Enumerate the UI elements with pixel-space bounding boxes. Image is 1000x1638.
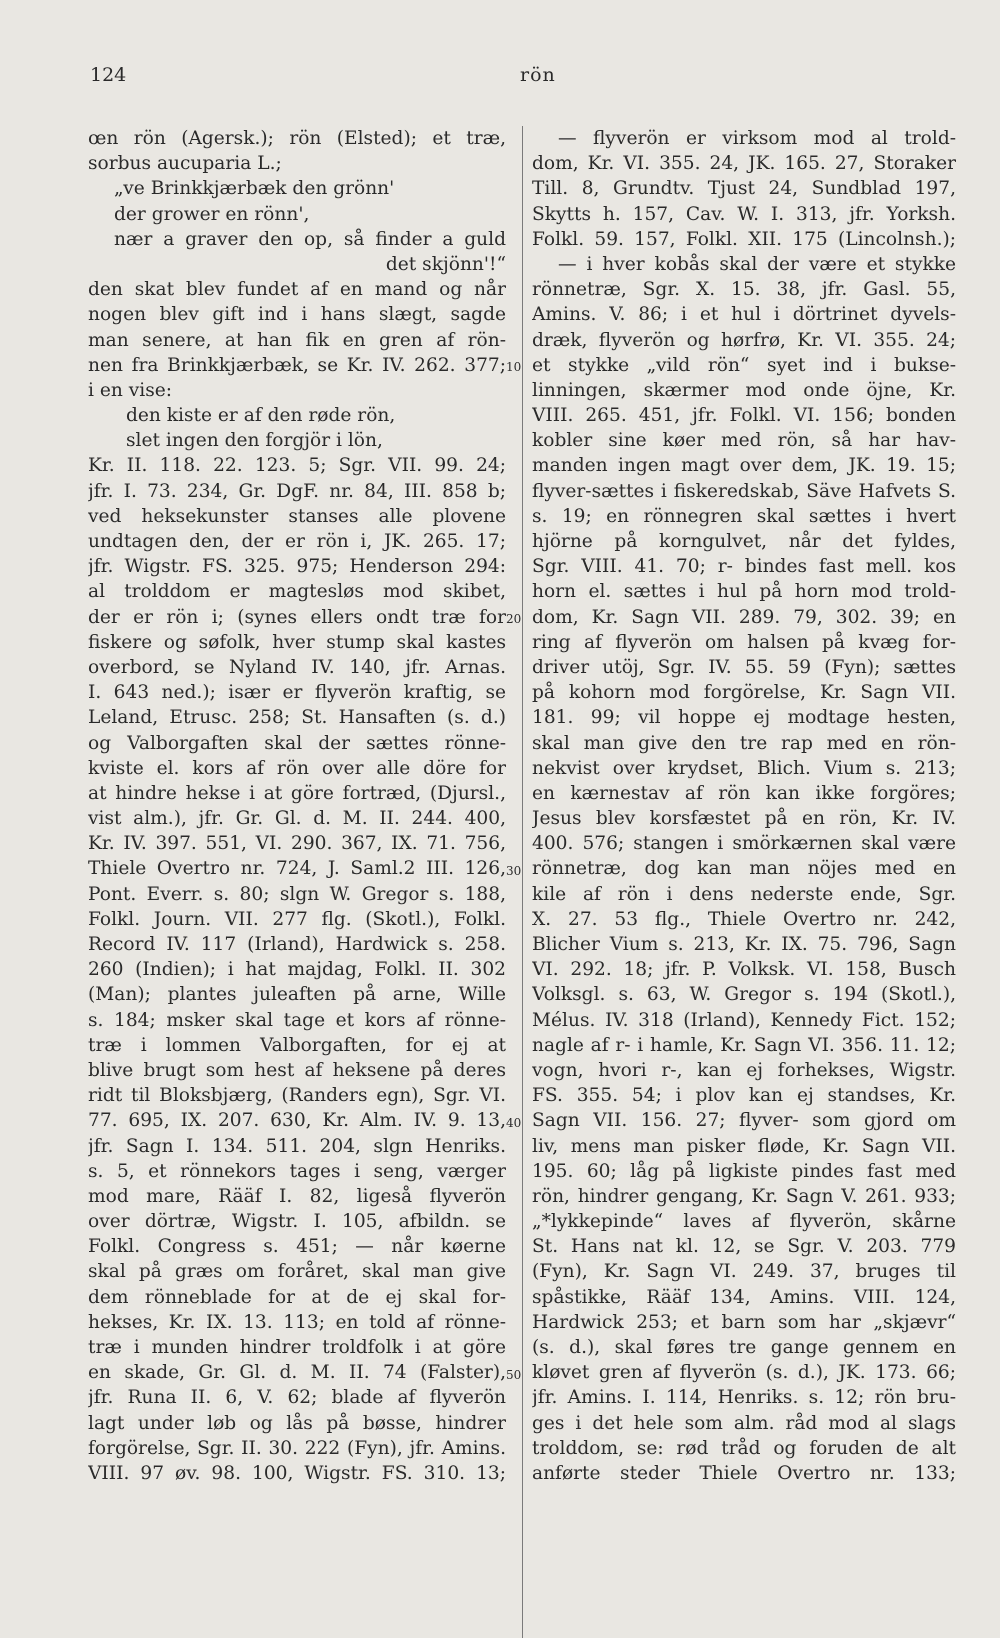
right-text-line: på kohorn mod forgörelse, Kr. Sagn VII.: [532, 682, 956, 704]
page-number: 124: [90, 64, 127, 86]
right-text-line: liv, mens man pisker fløde, Kr. Sagn VII.: [532, 1135, 956, 1157]
left-text-line: hekses, Kr. IX. 13. 113; en told af rönne-: [88, 1311, 506, 1333]
right-text-line: VI. 292. 18; jfr. P. Volksk. VI. 158, Busch: [532, 959, 956, 981]
right-text-line: s. 19; en rönnegren skal sættes i hvert: [532, 505, 956, 527]
right-text-line: trolddom, se: rød tråd og foruden de alt: [532, 1437, 956, 1459]
left-text-line: Pont. Everr. s. 80; slgn W. Gregor s. 188,: [88, 883, 506, 905]
right-text-line: 195. 60; låg på ligkiste pindes fast med: [532, 1160, 956, 1182]
left-text-line: overbord, se Nyland IV. 140, jfr. Arnas.: [88, 656, 506, 678]
right-text-line: — i hver kobås skal der være et stykke: [558, 253, 956, 275]
left-text-line: en skade, Gr. Gl. d. M. II. 74 (Falster),: [88, 1362, 506, 1384]
left-text-line: lagt under løb og lås på bøsse, hindrer: [88, 1412, 506, 1434]
right-text-line: Skytts h. 157, Cav. W. I. 313, jfr. Yorksh.: [532, 203, 956, 225]
right-text-line: vogn, hvori r-, kan ej forhekses, Wigstr.: [532, 1059, 956, 1081]
line-number: 30: [506, 863, 522, 878]
right-text-line: VIII. 265. 451, jfr. Folkl. VI. 156; bonden: [532, 405, 956, 427]
line-number: 20: [506, 611, 522, 626]
right-column: [532, 126, 956, 1486]
right-text-line: 400. 576; stangen i smörkærnen skal være: [532, 833, 956, 855]
left-text-line: sorbus aucuparia L.;: [88, 153, 282, 175]
right-text-line: manden ingen magt over dem, JK. 19. 15;: [532, 455, 956, 477]
right-text-line: driver utöj, Sgr. IV. 55. 59 (Fyn); sættes: [532, 656, 956, 678]
right-text-line: (Fyn), Kr. Sagn VI. 249. 37, bruges til: [532, 1261, 956, 1283]
left-text-line: œn rön (Agersk.); rön (Elsted); et træ,: [88, 128, 506, 149]
left-text-line: s. 5, et rönnekors tages i seng, værger: [88, 1160, 506, 1182]
right-text-line: Jesus blev korsfæstet på en rön, Kr. IV.: [532, 808, 956, 830]
right-text-line: linningen, skærmer mod onde öjne, Kr.: [532, 379, 956, 401]
left-text-line: jfr. Wigstr. FS. 325. 975; Henderson 294:: [88, 556, 506, 578]
line-number: 40: [506, 1115, 522, 1130]
left-text-line: træ i munden hindrer troldfolk i at göre: [88, 1337, 506, 1358]
right-text-line: flyver-sættes i fiskeredskab, Säve Hafvets S.: [532, 480, 956, 502]
left-text-line: Record IV. 117 (Irland), Hardwick s. 258.: [88, 934, 506, 955]
right-text-line: kløvet gren af flyverön (s. d.), JK. 173. 66;: [532, 1362, 956, 1384]
left-text-line: undtagen den, der er rön i, JK. 265. 17;: [88, 531, 506, 552]
left-text-line: den skat blev fundet af en mand og når: [88, 279, 506, 301]
right-text-line: dræk, flyverön og hørfrø, Kr. VI. 355. 24;: [532, 329, 956, 351]
left-text-line: dem rönneblade for at de ej skal for-: [88, 1286, 506, 1308]
left-text-line: blive brugt som hest af heksene på deres: [88, 1059, 506, 1081]
left-text-line: den kiste er af den røde rön,: [126, 405, 396, 427]
right-text-line: skal man give den tre rap med en rön-: [532, 732, 956, 754]
left-text-line: og Valborgaften skal der sættes rönne-: [88, 732, 506, 754]
left-text-line: der er rön i; (synes ellers ondt træ for: [88, 606, 506, 628]
right-text-line: FS. 355. 54; i plov kan ej standses, Kr.: [532, 1085, 956, 1107]
line-number: 10: [506, 359, 522, 374]
right-text-line: anførte steder Thiele Overtro nr. 133;: [532, 1462, 956, 1484]
left-text-line: (Man); plantes juleaften på arne, Wille: [88, 984, 506, 1006]
line-number: 50: [506, 1367, 522, 1382]
right-text-line: Sagn VII. 156. 27; flyver- som gjord om: [532, 1110, 956, 1132]
running-head: rön: [520, 64, 556, 86]
right-text-line: Sgr. VIII. 41. 70; r- bindes fast mell. kos: [532, 556, 956, 578]
right-text-line: spåstikke, Rääf 134, Amins. VIII. 124,: [532, 1286, 956, 1308]
left-text-line: s. 184; msker skal tage et kors af rönne-: [88, 1009, 506, 1031]
left-text-line: det skjönn'!“: [385, 253, 506, 275]
left-text-line: nær a graver den op, så finder a guld: [114, 228, 506, 250]
left-text-line: 260 (Indien); i hat majdag, Folkl. II. 302: [88, 959, 506, 981]
left-text-line: Thiele Overtro nr. 724, J. Saml.2 III. 126,: [88, 858, 506, 880]
left-text-line: nen fra Brinkkjærbæk, se Kr. IV. 262. 377;: [88, 354, 506, 376]
right-text-line: Volksgl. s. 63, W. Gregor s. 194 (Skotl.),: [532, 984, 956, 1006]
left-text-line: ved heksekunster stanses alle plovene: [88, 505, 506, 527]
right-text-line: Hardwick 253; et barn som har „skjævr“: [532, 1311, 956, 1333]
left-text-line: jfr. I. 73. 234, Gr. DgF. nr. 84, III. 858 b;: [88, 480, 506, 502]
column-rule: [522, 126, 523, 1638]
left-text-line: al trolddom er magtesløs mod skibet,: [88, 581, 506, 603]
left-text-line: nogen blev gift ind i hans slægt, sagde: [88, 304, 506, 326]
left-text-line: fiskere og søfolk, hver stump skal kastes: [88, 631, 506, 653]
left-text-line: mod mare, Rääf I. 82, ligeså flyverön: [88, 1185, 506, 1207]
left-text-line: i en vise:: [88, 379, 173, 401]
left-text-line: jfr. Sagn I. 134. 511. 204, slgn Henriks.: [88, 1135, 506, 1157]
left-text-line: Kr. IV. 397. 551, VI. 290. 367, IX. 71. 756,: [88, 833, 506, 855]
right-text-line: Amins. V. 86; i et hul i dörtrinet dyvels-: [532, 304, 956, 326]
right-text-line: nekvist over krydset, Blich. Vium s. 213;: [532, 757, 956, 779]
page-header: [0, 64, 1000, 94]
left-text-line: Folkl. Congress s. 451; — når køerne: [88, 1236, 506, 1258]
right-text-line: 181. 99; vil hoppe ej modtage hesten,: [532, 707, 956, 729]
left-text-line: „ve Brinkkjærbæk den grönn': [114, 178, 395, 200]
right-text-line: rönnetræ, dog kan man nöjes med en: [532, 858, 956, 880]
right-text-line: hjörne på korngulvet, når det fyldes,: [532, 531, 956, 552]
left-text-line: I. 643 ned.); især er flyverön kraftig, se: [88, 682, 506, 704]
right-text-line: X. 27. 53 flg., Thiele Overtro nr. 242,: [532, 908, 956, 930]
left-text-line: forgörelse, Sgr. II. 30. 222 (Fyn), jfr. Amins.: [88, 1437, 506, 1459]
left-text-line: ridt til Bloksbjærg, (Randers egn), Sgr. VI.: [88, 1085, 506, 1107]
right-text-line: dom, Kr. Sagn VII. 289. 79, 302. 39; en: [532, 606, 956, 628]
left-text-line: vist alm.), jfr. Gr. Gl. d. M. II. 244. 400,: [88, 808, 506, 830]
left-text-line: at hindre hekse i at göre fortræd, (Djursl.,: [88, 782, 506, 804]
left-text-line: Folkl. Journ. VII. 277 flg. (Skotl.), Folkl.: [88, 908, 506, 930]
left-text-line: jfr. Runa II. 6, V. 62; blade af flyverön: [88, 1387, 506, 1409]
right-text-line: en kærnestav af rön kan ikke forgöres;: [532, 782, 956, 804]
right-text-line: et stykke „vild rön“ syet ind i bukse-: [532, 354, 956, 376]
left-text-line: slet ingen den forgjör i lön,: [126, 430, 383, 452]
right-text-line: horn el. sættes i hul på horn mod trold-: [532, 581, 956, 603]
left-text-line: skal på græs om foråret, skal man give: [88, 1261, 506, 1283]
right-text-line: „*lykkepinde“ laves af flyverön, skårne: [532, 1211, 956, 1233]
right-text-line: ges i det hele som alm. råd mod al slags: [532, 1412, 956, 1434]
right-text-line: ring af flyverön om halsen på kvæg for-: [532, 631, 956, 653]
left-text-line: over dörtræ, Wigstr. I. 105, afbildn. se: [88, 1211, 506, 1233]
right-text-line: kile af rön i dens nederste ende, Sgr.: [532, 883, 956, 905]
right-text-line: Mélus. IV. 318 (Irland), Kennedy Fict. 152;: [532, 1009, 956, 1031]
right-text-line: (s. d.), skal føres tre gange gennem en: [532, 1337, 956, 1358]
right-text-line: Blicher Vium s. 213, Kr. IX. 75. 796, Sagn: [532, 934, 956, 955]
left-text-line: man senere, at han fik en gren af rön-: [88, 329, 506, 351]
right-text-line: rön, hindrer gengang, Kr. Sagn V. 261. 933;: [532, 1185, 956, 1207]
right-text-line: Till. 8, Grundtv. Tjust 24, Sundblad 197,: [532, 178, 956, 200]
right-text-line: St. Hans nat kl. 12, se Sgr. V. 203. 779: [532, 1236, 956, 1258]
right-text-line: Folkl. 59. 157, Folkl. XII. 175 (Lincolnsh.);: [532, 228, 956, 250]
left-text-line: Leland, Etrusc. 258; St. Hansaften (s. d.): [88, 707, 506, 729]
right-text-line: — flyverön er virksom mod al trold-: [558, 128, 956, 149]
left-text-line: 77. 695, IX. 207. 630, Kr. Alm. IV. 9. 13,: [88, 1110, 506, 1132]
left-text-line: Kr. II. 118. 22. 123. 5; Sgr. VII. 99. 24;: [88, 455, 506, 477]
left-text-line: VIII. 97 øv. 98. 100, Wigstr. FS. 310. 13;: [88, 1462, 506, 1484]
right-text-line: kobler sine køer med rön, så har hav-: [532, 430, 956, 452]
left-text-line: der grower en rönn',: [114, 203, 310, 225]
right-text-line: nagle af r- i hamle, Kr. Sagn VI. 356. 11. 12;: [532, 1034, 956, 1056]
right-text-line: jfr. Amins. I. 114, Henriks. s. 12; rön bru-: [532, 1387, 956, 1409]
left-column: [88, 126, 506, 1486]
right-text-line: dom, Kr. VI. 355. 24, JK. 165. 27, Storaker: [532, 153, 956, 175]
left-text-line: kviste el. kors af rön over alle döre for: [88, 757, 506, 779]
right-text-line: rönnetræ, Sgr. X. 15. 38, jfr. Gasl. 55,: [532, 279, 956, 301]
left-text-line: træ i lommen Valborgaften, for ej at: [88, 1034, 506, 1056]
